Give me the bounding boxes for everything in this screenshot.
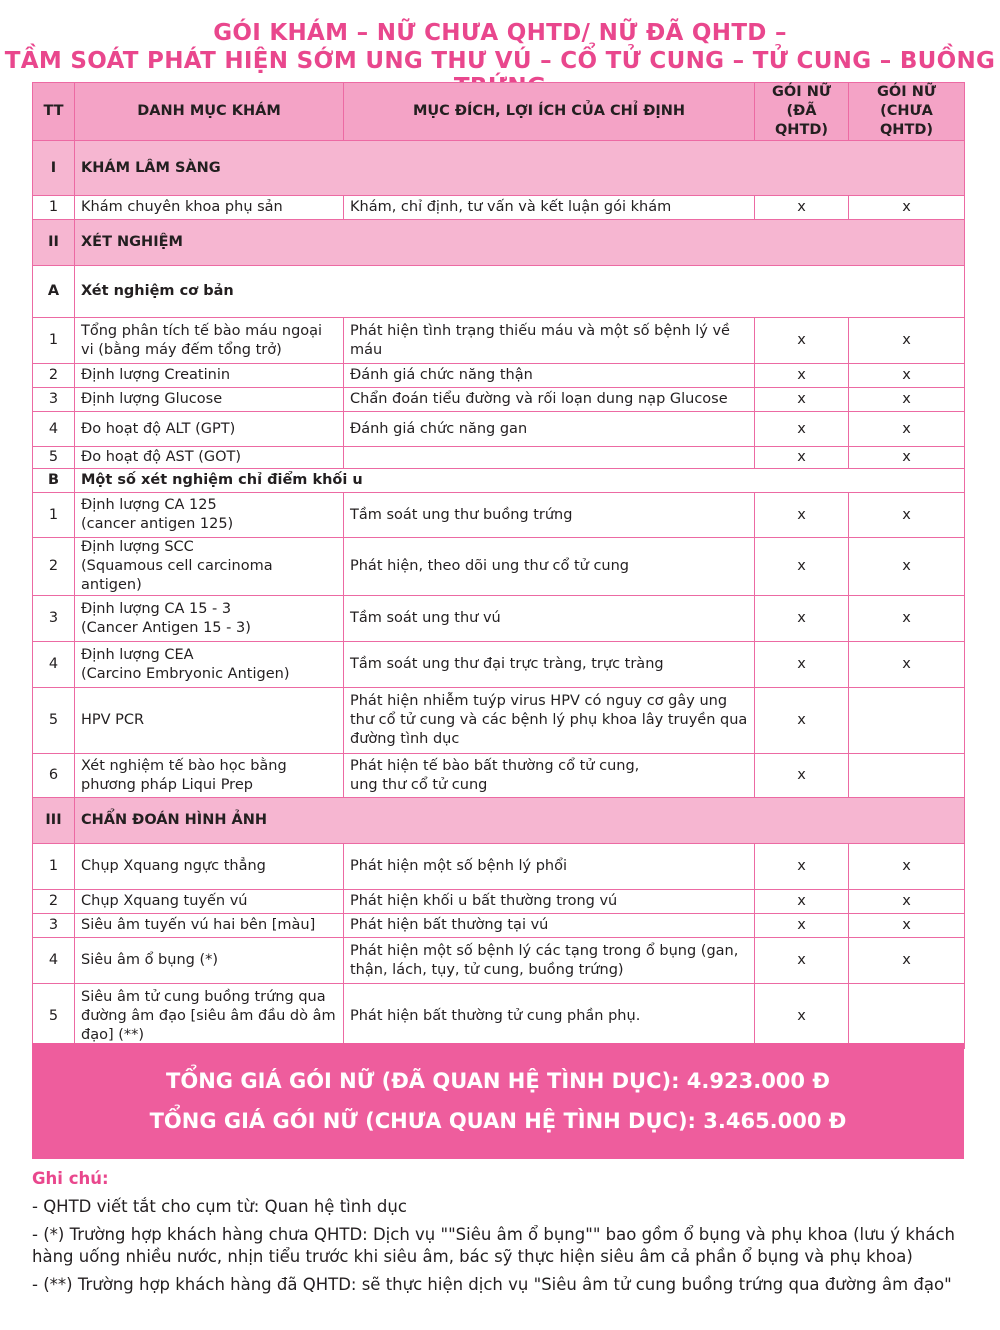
total-price-banner (32, 1043, 964, 1159)
table-row (33, 412, 965, 447)
row-number: 3 (33, 388, 75, 412)
item-purpose: Đánh giá chức năng thận (344, 364, 755, 388)
item-name: Khám chuyên khoa phụ sản (75, 196, 344, 220)
item-name: Định lượng CEA (Carcino Embryonic Antigen) (75, 642, 344, 688)
header-package-married: GÓI NỮ (ĐÃ QHTD) (755, 83, 849, 141)
notes-title: Ghi chú: (32, 1169, 109, 1188)
row-number: 5 (33, 984, 75, 1049)
package-married-mark: x (755, 196, 849, 220)
package-single-mark: x (849, 447, 965, 469)
package-married-mark: x (755, 596, 849, 642)
package-married-mark: x (755, 844, 849, 890)
subsection-row (33, 469, 965, 493)
row-number: 2 (33, 538, 75, 596)
row-number: I (33, 141, 75, 196)
subsection-title: Xét nghiệm cơ bản (75, 266, 965, 318)
section-row (33, 141, 965, 196)
table-row (33, 938, 965, 984)
table-row (33, 642, 965, 688)
item-name: Tổng phân tích tế bào máu ngoại vi (bằng máy đếm tổng trở) (75, 318, 344, 364)
package-married-mark: x (755, 493, 849, 538)
row-number: 1 (33, 318, 75, 364)
section-title: CHẨN ĐOÁN HÌNH ẢNH (75, 798, 965, 844)
package-single-mark (849, 984, 965, 1049)
package-married-mark: x (755, 688, 849, 754)
row-number: 1 (33, 493, 75, 538)
item-purpose: Phát hiện một số bệnh lý phổi (344, 844, 755, 890)
row-number: 2 (33, 890, 75, 914)
row-number: 1 (33, 844, 75, 890)
row-number: 3 (33, 914, 75, 938)
item-name: Định lượng Creatinin (75, 364, 344, 388)
table-row (33, 688, 965, 754)
table-row (33, 984, 965, 1049)
total-price-married: TỔNG GIÁ GÓI NỮ (ĐÃ QUAN HỆ TÌNH DỤC): 4.923.000 Đ (166, 1069, 830, 1093)
item-name: Siêu âm tuyến vú hai bên [màu] (75, 914, 344, 938)
item-name: Định lượng CA 125 (cancer antigen 125) (75, 493, 344, 538)
row-number: 6 (33, 754, 75, 798)
item-name: Siêu âm ổ bụng (*) (75, 938, 344, 984)
package-married-mark: x (755, 642, 849, 688)
header-package-single: GÓI NỮ (CHƯA QHTD) (849, 83, 965, 141)
table-row (33, 388, 965, 412)
package-married-mark: x (755, 412, 849, 447)
item-purpose: Tầm soát ung thư đại trực tràng, trực tràng (344, 642, 755, 688)
table-row (33, 196, 965, 220)
row-number: III (33, 798, 75, 844)
table-row (33, 447, 965, 469)
section-title: XÉT NGHIỆM (75, 220, 965, 266)
header-tt: TT (33, 83, 75, 141)
package-married-mark: x (755, 388, 849, 412)
header-purpose: MỤC ĐÍCH, LỢI ÍCH CỦA CHỈ ĐỊNH (344, 83, 755, 141)
item-purpose: Phát hiện khối u bất thường trong vú (344, 890, 755, 914)
package-single-mark: x (849, 844, 965, 890)
item-name: Đo hoạt độ AST (GOT) (75, 447, 344, 469)
package-single-mark: x (849, 642, 965, 688)
item-purpose: Phát hiện bất thường tử cung phần phụ. (344, 984, 755, 1049)
item-name: Xét nghiệm tế bào học bằng phương pháp Liqui Prep (75, 754, 344, 798)
table-row (33, 914, 965, 938)
item-purpose: Khám, chỉ định, tư vấn và kết luận gói khám (344, 196, 755, 220)
item-purpose: Chẩn đoán tiểu đường và rối loạn dung nạp Glucose (344, 388, 755, 412)
package-married-mark: x (755, 914, 849, 938)
package-table (32, 82, 965, 1049)
row-number: 4 (33, 412, 75, 447)
item-purpose: Tầm soát ung thư buồng trứng (344, 493, 755, 538)
table-row (33, 890, 965, 914)
item-purpose: Phát hiện, theo dõi ung thư cổ tử cung (344, 538, 755, 596)
item-purpose: Tầm soát ung thư vú (344, 596, 755, 642)
package-married-mark: x (755, 754, 849, 798)
table-row (33, 844, 965, 890)
package-single-mark: x (849, 364, 965, 388)
table-row (33, 754, 965, 798)
item-purpose: Đánh giá chức năng gan (344, 412, 755, 447)
row-number: 4 (33, 642, 75, 688)
package-married-mark: x (755, 984, 849, 1049)
package-single-mark: x (849, 412, 965, 447)
table-row (33, 318, 965, 364)
notes (32, 1168, 972, 1302)
section-row (33, 798, 965, 844)
page-title-line-1: GÓI KHÁM – NỮ CHƯA QHTD/ NỮ ĐÃ QHTD – (213, 20, 787, 46)
item-name: Định lượng Glucose (75, 388, 344, 412)
row-number: 1 (33, 196, 75, 220)
package-single-mark: x (849, 914, 965, 938)
table-row (33, 596, 965, 642)
package-single-mark (849, 754, 965, 798)
item-name: Đo hoạt độ ALT (GPT) (75, 412, 344, 447)
table-header-row (33, 83, 965, 141)
package-single-mark: x (849, 318, 965, 364)
row-number: 4 (33, 938, 75, 984)
note-line: - QHTD viết tắt cho cụm từ: Quan hệ tình dục (32, 1197, 407, 1216)
table-row (33, 538, 965, 596)
item-name: Chụp Xquang ngực thẳng (75, 844, 344, 890)
item-name: Chụp Xquang tuyến vú (75, 890, 344, 914)
row-number: 5 (33, 688, 75, 754)
item-purpose (344, 447, 755, 469)
package-married-mark: x (755, 318, 849, 364)
item-purpose: Phát hiện tình trạng thiếu máu và một số bệnh lý về máu (344, 318, 755, 364)
item-name: Định lượng SCC (Squamous cell carcinoma antigen) (75, 538, 344, 596)
section-title: KHÁM LÂM SÀNG (75, 141, 965, 196)
item-name: Siêu âm tử cung buồng trứng qua đường âm đạo [siêu âm đầu dò âm đạo] (**) (75, 984, 344, 1049)
row-number: B (33, 469, 75, 493)
row-number: II (33, 220, 75, 266)
item-name: HPV PCR (75, 688, 344, 754)
subsection-title: Một số xét nghiệm chỉ điểm khối u (75, 469, 965, 493)
item-name: Định lượng CA 15 - 3 (Cancer Antigen 15 - 3) (75, 596, 344, 642)
item-purpose: Phát hiện một số bệnh lý các tạng trong ổ bụng (gan, thận, lách, tụy, tử cung, buồng trứng) (344, 938, 755, 984)
row-number: A (33, 266, 75, 318)
package-single-mark: x (849, 196, 965, 220)
package-married-mark: x (755, 364, 849, 388)
package-married-mark: x (755, 538, 849, 596)
package-single-mark: x (849, 938, 965, 984)
package-single-mark: x (849, 538, 965, 596)
package-single-mark: x (849, 596, 965, 642)
item-purpose: Phát hiện tế bào bất thường cổ tử cung, ung thư cổ tử cung (344, 754, 755, 798)
row-number: 5 (33, 447, 75, 469)
package-married-mark: x (755, 890, 849, 914)
package-single-mark (849, 688, 965, 754)
item-purpose: Phát hiện bất thường tại vú (344, 914, 755, 938)
note-line: - (*) Trường hợp khách hàng chưa QHTD: Dịch vụ ""Siêu âm ổ bụng"" bao gồm ổ bụng và phụ khoa (lưu ý khách hàng uống nhiều nước, nhịn tiểu trước khi siêu âm, bác sỹ thực hiện siêu âm cả phần ổ bụng và phụ khoa) (32, 1225, 955, 1266)
subsection-row (33, 266, 965, 318)
item-purpose: Phát hiện nhiễm tuýp virus HPV có nguy cơ gây ung thư cổ tử cung và các bệnh lý phụ khoa lây truyền qua đường tình dục (344, 688, 755, 754)
page-title-line-2: TẦM SOÁT PHÁT HIỆN SỚM UNG THƯ VÚ – CỔ TỬ CUNG – TỬ CUNG – BUỒNG (4, 48, 996, 74)
note-line: - (**) Trường hợp khách hàng đã QHTD: sẽ thực hiện dịch vụ "Siêu âm tử cung buồng trứng qua đường âm đạo" (32, 1275, 952, 1294)
package-single-mark: x (849, 890, 965, 914)
total-price-single: TỔNG GIÁ GÓI NỮ (CHƯA QUAN HỆ TÌNH DỤC): 3.465.000 Đ (149, 1109, 847, 1133)
table-row (33, 364, 965, 388)
package-single-mark: x (849, 493, 965, 538)
package-single-mark: x (849, 388, 965, 412)
row-number: 2 (33, 364, 75, 388)
table-row (33, 493, 965, 538)
package-married-mark: x (755, 938, 849, 984)
package-married-mark: x (755, 447, 849, 469)
row-number: 3 (33, 596, 75, 642)
section-row (33, 220, 965, 266)
header-item: DANH MỤC KHÁM (75, 83, 344, 141)
